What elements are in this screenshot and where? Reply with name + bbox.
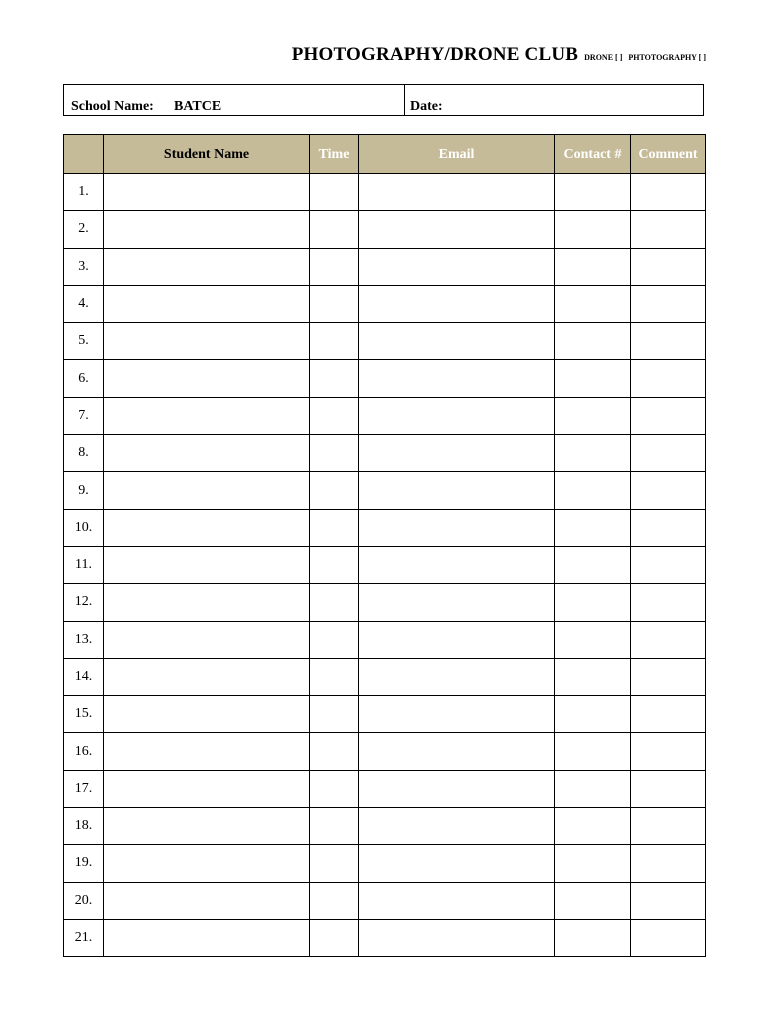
comment-cell[interactable] (631, 360, 706, 397)
comment-cell[interactable] (631, 919, 706, 956)
time-cell[interactable] (310, 621, 359, 658)
school-name-value: BATCE (174, 99, 222, 114)
row-number: 19. (64, 845, 104, 882)
student-name-cell[interactable] (104, 621, 310, 658)
contact-cell[interactable] (555, 845, 631, 882)
contact-cell[interactable] (555, 808, 631, 845)
student-name-cell[interactable] (104, 248, 310, 285)
table-row (64, 733, 706, 770)
student-name-cell[interactable] (104, 770, 310, 807)
student-name-cell[interactable] (104, 285, 310, 322)
page-header (0, 44, 706, 74)
comment-cell[interactable] (631, 621, 706, 658)
contact-cell[interactable] (555, 472, 631, 509)
contact-cell[interactable] (555, 733, 631, 770)
row-number: 18. (64, 808, 104, 845)
time-cell[interactable] (310, 808, 359, 845)
email-cell[interactable] (359, 919, 555, 956)
contact-cell[interactable] (555, 584, 631, 621)
time-cell[interactable] (310, 658, 359, 695)
email-cell[interactable] (359, 696, 555, 733)
comment-cell[interactable] (631, 658, 706, 695)
table-row (64, 397, 706, 434)
student-name-cell[interactable] (104, 808, 310, 845)
contact-cell[interactable] (555, 248, 631, 285)
school-name-label: School Name: (71, 99, 154, 114)
row-number: 4. (64, 285, 104, 322)
sign-in-table (63, 134, 706, 957)
row-number: 21. (64, 919, 104, 956)
row-number: 8. (64, 435, 104, 472)
photography-checkbox-label: PHTOTOGRAPHY [ ] (628, 53, 706, 62)
comment-cell[interactable] (631, 174, 706, 211)
table-row (64, 845, 706, 882)
student-name-cell[interactable] (104, 472, 310, 509)
contact-cell[interactable] (555, 323, 631, 360)
comment-cell[interactable] (631, 770, 706, 807)
email-cell[interactable] (359, 360, 555, 397)
time-cell[interactable] (310, 360, 359, 397)
student-name-cell[interactable] (104, 546, 310, 583)
row-number: 14. (64, 658, 104, 695)
row-number: 10. (64, 509, 104, 546)
contact-cell[interactable] (555, 211, 631, 248)
comment-cell[interactable] (631, 435, 706, 472)
time-cell[interactable] (310, 472, 359, 509)
time-cell[interactable] (310, 882, 359, 919)
email-cell[interactable] (359, 248, 555, 285)
col-header-email: Email (359, 135, 555, 174)
student-name-cell[interactable] (104, 696, 310, 733)
contact-cell[interactable] (555, 285, 631, 322)
table-row (64, 285, 706, 322)
col-header-comment: Comment (631, 135, 706, 174)
contact-cell[interactable] (555, 397, 631, 434)
row-number: 2. (64, 211, 104, 248)
row-number: 20. (64, 882, 104, 919)
comment-cell[interactable] (631, 733, 706, 770)
student-name-cell[interactable] (104, 323, 310, 360)
email-cell[interactable] (359, 733, 555, 770)
table-row (64, 808, 706, 845)
row-number: 13. (64, 621, 104, 658)
email-cell[interactable] (359, 584, 555, 621)
time-cell[interactable] (310, 211, 359, 248)
table-header-row (64, 135, 706, 174)
table-row (64, 360, 706, 397)
contact-cell[interactable] (555, 658, 631, 695)
table-row (64, 770, 706, 807)
comment-cell[interactable] (631, 285, 706, 322)
email-cell[interactable] (359, 658, 555, 695)
table-row (64, 323, 706, 360)
comment-cell[interactable] (631, 509, 706, 546)
time-cell[interactable] (310, 248, 359, 285)
row-number: 7. (64, 397, 104, 434)
drone-checkbox-label: DRONE [ ] (584, 53, 623, 62)
time-cell[interactable] (310, 435, 359, 472)
table-row (64, 882, 706, 919)
contact-cell[interactable] (555, 621, 631, 658)
student-name-cell[interactable] (104, 845, 310, 882)
time-cell[interactable] (310, 323, 359, 360)
comment-cell[interactable] (631, 845, 706, 882)
student-name-cell[interactable] (104, 435, 310, 472)
row-number: 9. (64, 472, 104, 509)
contact-cell[interactable] (555, 435, 631, 472)
row-number: 12. (64, 584, 104, 621)
email-cell[interactable] (359, 621, 555, 658)
email-cell[interactable] (359, 211, 555, 248)
comment-cell[interactable] (631, 584, 706, 621)
comment-cell[interactable] (631, 808, 706, 845)
email-cell[interactable] (359, 509, 555, 546)
school-cell (64, 85, 405, 115)
contact-cell[interactable] (555, 360, 631, 397)
table-row (64, 658, 706, 695)
time-cell[interactable] (310, 509, 359, 546)
table-row (64, 472, 706, 509)
email-cell[interactable] (359, 472, 555, 509)
info-box (63, 84, 704, 116)
col-header-number (64, 135, 104, 174)
comment-cell[interactable] (631, 323, 706, 360)
comment-cell[interactable] (631, 546, 706, 583)
student-name-cell[interactable] (104, 509, 310, 546)
table-row (64, 211, 706, 248)
email-cell[interactable] (359, 174, 555, 211)
student-name-cell[interactable] (104, 397, 310, 434)
contact-cell[interactable] (555, 509, 631, 546)
row-number: 1. (64, 174, 104, 211)
comment-cell[interactable] (631, 248, 706, 285)
email-cell[interactable] (359, 435, 555, 472)
row-number: 3. (64, 248, 104, 285)
table-row (64, 248, 706, 285)
row-number: 6. (64, 360, 104, 397)
table-row (64, 435, 706, 472)
table-row (64, 584, 706, 621)
student-name-cell[interactable] (104, 658, 310, 695)
page-title: PHOTOGRAPHY/DRONE CLUB (291, 44, 579, 65)
email-cell[interactable] (359, 808, 555, 845)
comment-cell[interactable] (631, 696, 706, 733)
student-name-cell[interactable] (104, 919, 310, 956)
row-number: 5. (64, 323, 104, 360)
time-cell[interactable] (310, 397, 359, 434)
email-cell[interactable] (359, 770, 555, 807)
email-cell[interactable] (359, 845, 555, 882)
email-cell[interactable] (359, 397, 555, 434)
table-row (64, 919, 706, 956)
table-row (64, 621, 706, 658)
time-cell[interactable] (310, 919, 359, 956)
email-cell[interactable] (359, 323, 555, 360)
student-name-cell[interactable] (104, 733, 310, 770)
row-number: 17. (64, 770, 104, 807)
table-row (64, 174, 706, 211)
student-name-cell[interactable] (104, 360, 310, 397)
table-row (64, 696, 706, 733)
date-label: Date: (410, 99, 443, 114)
time-cell[interactable] (310, 845, 359, 882)
row-number: 11. (64, 546, 104, 583)
time-cell[interactable] (310, 733, 359, 770)
contact-cell[interactable] (555, 174, 631, 211)
row-number: 16. (64, 733, 104, 770)
col-header-time: Time (310, 135, 359, 174)
student-name-cell[interactable] (104, 584, 310, 621)
table-row (64, 509, 706, 546)
contact-cell[interactable] (555, 919, 631, 956)
contact-cell[interactable] (555, 696, 631, 733)
row-number: 15. (64, 696, 104, 733)
student-name-cell[interactable] (104, 882, 310, 919)
col-header-student-name: Student Name (104, 135, 310, 174)
col-header-contact: Contact # (555, 135, 631, 174)
time-cell[interactable] (310, 770, 359, 807)
time-cell[interactable] (310, 696, 359, 733)
student-name-cell[interactable] (104, 211, 310, 248)
comment-cell[interactable] (631, 882, 706, 919)
student-name-cell[interactable] (104, 174, 310, 211)
contact-cell[interactable] (555, 770, 631, 807)
contact-cell[interactable] (555, 882, 631, 919)
email-cell[interactable] (359, 882, 555, 919)
time-cell[interactable] (310, 546, 359, 583)
time-cell[interactable] (310, 285, 359, 322)
table-row (64, 546, 706, 583)
comment-cell[interactable] (631, 397, 706, 434)
comment-cell[interactable] (631, 211, 706, 248)
email-cell[interactable] (359, 285, 555, 322)
time-cell[interactable] (310, 584, 359, 621)
comment-cell[interactable] (631, 472, 706, 509)
contact-cell[interactable] (555, 546, 631, 583)
email-cell[interactable] (359, 546, 555, 583)
time-cell[interactable] (310, 174, 359, 211)
